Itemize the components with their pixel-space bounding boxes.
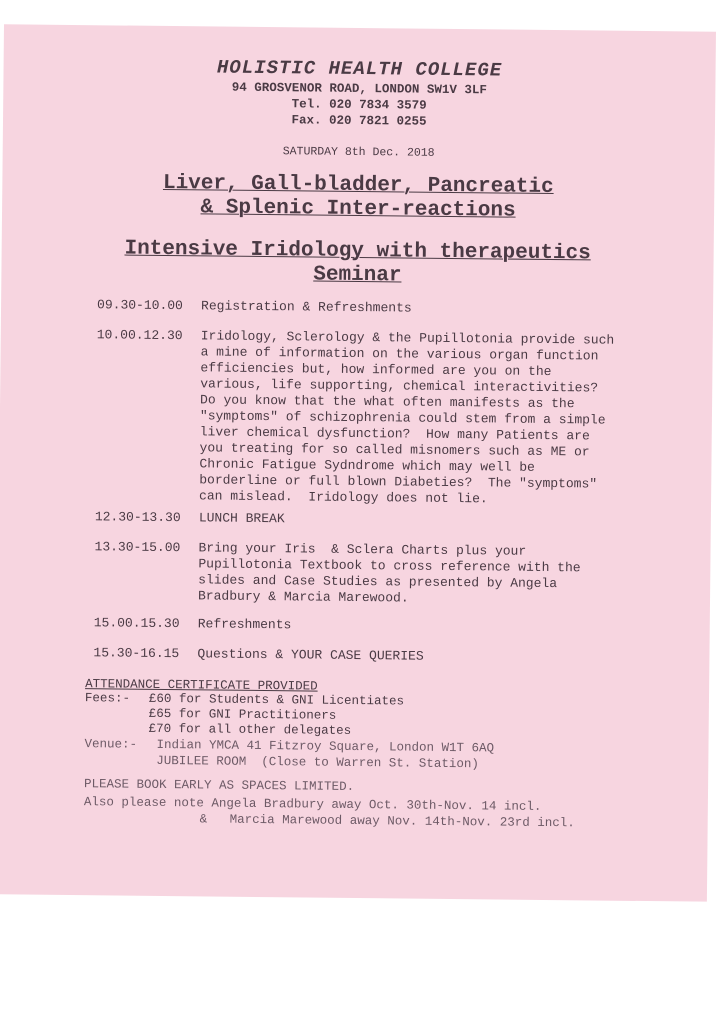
schedule-time: 15.30-16.15 <box>93 645 180 662</box>
schedule-text: efficiencies but, how informed are you on the <box>200 360 552 380</box>
subtitle-line-2: Seminar <box>313 263 402 288</box>
schedule-text: you treating for so called misnomers such as ME or <box>199 440 590 460</box>
absence-note-1: Also please note Angela Bradbury away Oct. 30th-Nov. 14 incl. <box>83 795 542 814</box>
booking-note: PLEASE BOOK EARLY AS SPACES LIMITED. <box>83 777 355 794</box>
flyer-page <box>0 24 716 901</box>
telephone: Tel. 020 7834 3579 <box>291 97 427 113</box>
schedule-text: Iridology, Sclerology & the Pupillotonia provide such <box>200 328 615 348</box>
college-name: HOLISTIC HEALTH COLLEGE <box>216 56 503 82</box>
venue-address: Indian YMCA 41 Fitzroy Square, London W1T 6AQ <box>156 737 495 756</box>
schedule-text: Bring your Iris & Sclera Charts plus your <box>198 540 527 559</box>
fees-label: Fees:- <box>84 691 131 706</box>
schedule-text: borderline or full blown Diabeties? The "symptoms" <box>199 472 598 492</box>
fee-item: £70 for all other delegates <box>148 721 352 738</box>
certificate-note: ATTENDANCE CERTIFICATE PROVIDED <box>85 677 318 694</box>
fee-item: £60 for Students & GNI Licentiates <box>148 691 405 709</box>
fee-item: £65 for GNI Practitioners <box>148 706 337 723</box>
schedule-text: LUNCH BREAK <box>198 510 285 527</box>
schedule-text: Refreshments <box>197 616 292 633</box>
schedule-text: slides and Case Studies as presented by Angela <box>198 572 558 592</box>
schedule-text: Chronic Fatigue Sydndrome which may well be <box>199 456 535 475</box>
schedule-time: 15.00.15.30 <box>93 615 180 632</box>
fax: Fax. 020 7821 0255 <box>291 113 427 129</box>
schedule-time: 10.00.12.30 <box>96 327 183 344</box>
schedule-text: Do you know that the what often manifests as the <box>200 392 575 412</box>
schedule-text: various, life supporting, chemical interactivities? <box>200 376 599 396</box>
schedule-text: a mine of information on the various organ function <box>200 344 599 364</box>
schedule-text: liver chemical dysfunction? How many Patients are <box>199 424 590 444</box>
address: 94 GROSVENOR ROAD, LONDON SW1V 3LF <box>231 80 487 98</box>
schedule-text: Pupillotonia Textbook to cross reference with the <box>198 556 581 576</box>
title-line-1: Liver, Gall-bladder, Pancreatic <box>162 171 554 200</box>
schedule-text: Bradbury & Marcia Marewood. <box>197 588 409 606</box>
subtitle-line-1: Intensive Iridology with therapeutics <box>124 237 591 266</box>
schedule-text: "symptoms" of schizophrenia could stem from a simple <box>199 408 606 428</box>
schedule-text: Registration & Refreshments <box>201 298 412 316</box>
schedule-time: 12.30-13.30 <box>94 509 181 526</box>
event-date: SATURDAY 8th Dec. 2018 <box>282 145 435 160</box>
schedule-text: Questions & YOUR CASE QUERIES <box>197 646 424 664</box>
venue-room: JUBILEE ROOM (Close to Warren St. Station) <box>156 753 479 772</box>
title-line-2: & Splenic Inter-reactions <box>200 196 516 223</box>
schedule-time: 13.30-15.00 <box>94 539 181 556</box>
schedule-text: can mislead. Iridology does not lie. <box>199 488 488 507</box>
absence-note-2: & Marcia Marewood away Nov. 14th-Nov. 23rd incl. <box>199 812 575 831</box>
venue-label: Venue:- <box>84 737 138 752</box>
schedule-time: 09.30-10.00 <box>97 297 183 314</box>
